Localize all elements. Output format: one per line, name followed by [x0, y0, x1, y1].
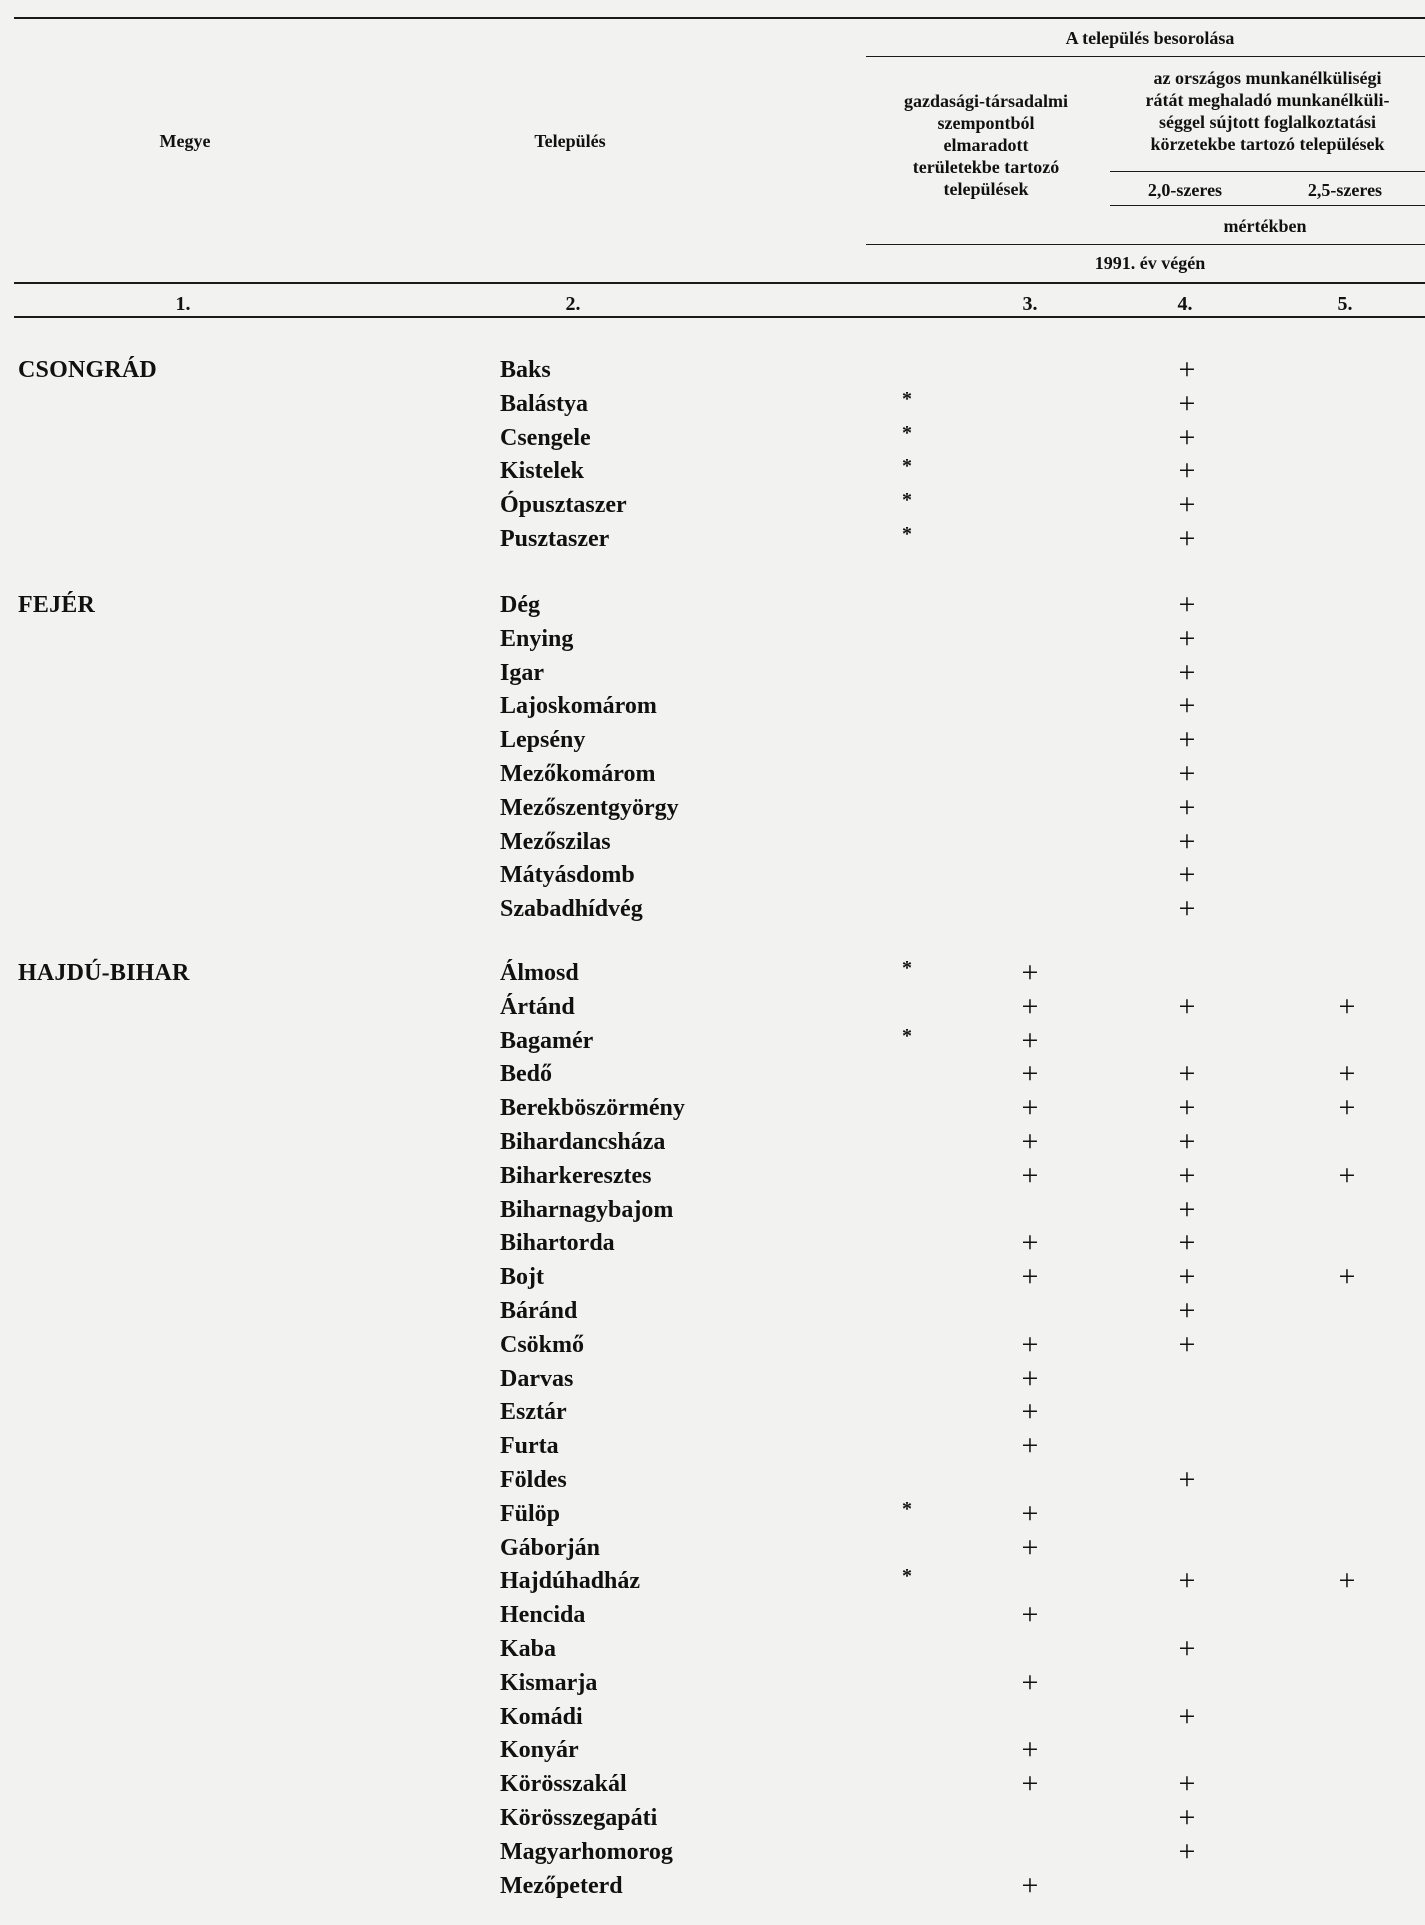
column-number-2: 2. [565, 293, 581, 315]
plus-mark-c4: + [1178, 989, 1196, 1023]
settlement-name: Földes [500, 1467, 567, 1493]
settlement-name: Biharkeresztes [500, 1162, 652, 1189]
plus-mark-c3: + [1021, 1395, 1039, 1429]
plus-mark-c4: + [1178, 790, 1196, 824]
settlement-name: Darvas [500, 1365, 574, 1392]
header-col4: 2,0-szeres [1147, 180, 1223, 200]
settlement-name: Bojt [500, 1264, 544, 1291]
plus-mark-c4: + [1178, 1091, 1196, 1125]
settlement-name: Mezőkomárom [500, 761, 656, 787]
settlement-name: Álmosd [500, 960, 579, 986]
settlement-name: Körösszakál [500, 1771, 627, 1798]
plus-mark-c5: + [1338, 1260, 1356, 1294]
plus-mark-c3: + [1021, 1429, 1039, 1463]
plus-mark-c4: + [1178, 454, 1196, 488]
asterisk-marker: * [902, 1565, 912, 1588]
plus-mark-c4: + [1178, 420, 1196, 454]
plus-mark-c4: + [1178, 1801, 1196, 1834]
plus-mark-c3: + [1021, 1226, 1039, 1260]
plus-mark-c4: + [1178, 1767, 1196, 1801]
asterisk-marker: * [902, 523, 912, 545]
plus-mark-c3: + [1021, 1767, 1039, 1801]
plus-mark-c4: + [1178, 1564, 1196, 1598]
plus-mark-c4: + [1178, 1699, 1196, 1733]
plus-mark-c4: + [1178, 824, 1196, 858]
plus-mark-c3: + [1021, 1868, 1039, 1902]
settlement-name: Báránd [500, 1298, 578, 1324]
header-bottom-rule [14, 282, 1425, 284]
settlement-name: Bihartorda [500, 1230, 615, 1257]
settlement-name: Kismarja [500, 1669, 598, 1696]
plus-mark-c4: + [1178, 892, 1196, 926]
plus-mark-c3: + [1021, 1091, 1039, 1125]
settlement-name: Ópusztaszer [500, 492, 627, 519]
settlement-name: Mezőszentgyörgy [500, 794, 679, 821]
settlement-name: Konyár [500, 1737, 579, 1764]
plus-mark-c4: + [1178, 1192, 1196, 1226]
plus-mark-c4: + [1178, 522, 1196, 555]
plus-mark-c4: + [1178, 1057, 1196, 1091]
plus-mark-c4: + [1178, 386, 1196, 420]
plus-mark-c3: + [1021, 956, 1039, 989]
settlement-name: Balástya [500, 390, 589, 417]
plus-mark-c3: + [1021, 1327, 1039, 1361]
col45-rule [1110, 171, 1425, 172]
settlement-name: Berekböszörmény [500, 1095, 685, 1122]
plus-mark-c4: + [1178, 1463, 1196, 1496]
settlement-name: Bagamér [500, 1027, 594, 1054]
plus-mark-c3: + [1021, 1733, 1039, 1767]
top-rule [14, 17, 1425, 19]
plus-mark-c3: + [1021, 1530, 1039, 1564]
settlement-name: Enying [500, 625, 574, 652]
plus-mark-c4: + [1178, 588, 1196, 621]
settlement-name: Ártánd [500, 993, 575, 1020]
plus-mark-c3: + [1021, 1158, 1039, 1192]
plus-mark-c3: + [1021, 1598, 1039, 1632]
plus-mark-c5: + [1338, 1091, 1356, 1125]
header-ev: 1991. év végén [1094, 253, 1206, 273]
settlement-name: Mezőszilas [500, 828, 611, 855]
asterisk-marker: * [902, 1497, 912, 1520]
asterisk-marker: * [902, 455, 912, 478]
settlement-name: Kaba [500, 1636, 557, 1662]
header-mertek: mértékben [1223, 216, 1307, 236]
settlement-name: Lepsény [500, 727, 586, 754]
plus-mark-c3: + [1021, 1496, 1039, 1530]
settlement-name: Csökmő [500, 1331, 585, 1358]
header-megye: Megye [159, 131, 211, 151]
settlement-name: Baks [500, 357, 551, 383]
settlement-name: Hencida [500, 1602, 586, 1629]
plus-mark-c4: + [1178, 858, 1196, 892]
settlement-name: Mátyásdomb [500, 862, 635, 889]
settlement-name: Mezőpeterd [500, 1872, 623, 1899]
county-name: HAJDÚ-BIHAR [18, 960, 190, 986]
column-number-4: 4. [1177, 293, 1193, 315]
settlement-name: Lajoskomárom [500, 693, 657, 720]
asterisk-marker: * [902, 957, 912, 979]
settlement-name: Bedő [500, 1061, 553, 1088]
settlement-name: Kistelek [500, 458, 584, 485]
settlement-name: Magyarhomorog [500, 1838, 673, 1865]
plus-mark-c5: + [1338, 989, 1356, 1023]
header-besorolas: A település besorolása [1065, 28, 1235, 48]
plus-mark-c4: + [1178, 1294, 1196, 1327]
header-col45: az országos munkanélküliségi rátát meghaladó munkanélküli- séggel sújtott foglalkoztatási körzetekbe tartozó települések [1145, 68, 1390, 154]
settlement-name: Csengele [500, 424, 591, 451]
classification-rule [866, 56, 1425, 57]
asterisk-marker: * [902, 421, 912, 444]
asterisk-marker: * [902, 1024, 912, 1047]
plus-mark-c4: + [1178, 353, 1196, 386]
settlement-name: Szabadhídvég [500, 896, 643, 923]
plus-mark-c4: + [1178, 757, 1196, 790]
asterisk-marker: * [902, 489, 912, 512]
plus-mark-c4: + [1178, 1158, 1196, 1192]
settlement-name: Hajdúhadház [500, 1568, 641, 1595]
plus-mark-c3: + [1021, 1125, 1039, 1158]
settlement-name: Komádi [500, 1703, 583, 1730]
settlement-name: Biharnagybajom [500, 1196, 674, 1223]
header-col3: gazdasági-társadalmi szempontból elmaradott területekbe tartozó települések [904, 91, 1068, 199]
settlement-name: Igar [500, 659, 544, 686]
column-number-5: 5. [1337, 293, 1353, 315]
plus-mark-c4: + [1178, 1834, 1196, 1868]
header-telepules: Település [534, 131, 606, 151]
settlement-name: Bihardancsháza [500, 1129, 666, 1155]
plus-mark-c3: + [1021, 1023, 1039, 1057]
plus-mark-c4: + [1178, 1125, 1196, 1158]
plus-mark-c4: + [1178, 1632, 1196, 1665]
settlement-name: Gáborján [500, 1534, 601, 1561]
plus-mark-c3: + [1021, 989, 1039, 1023]
ev-rule [866, 244, 1425, 245]
settlement-name: Esztár [500, 1399, 567, 1426]
column-number-1: 1. [175, 293, 191, 315]
plus-mark-c5: + [1338, 1057, 1356, 1091]
plus-mark-c3: + [1021, 1361, 1039, 1395]
plus-mark-c4: + [1178, 488, 1196, 522]
plus-mark-c4: + [1178, 723, 1196, 757]
plus-mark-c4: + [1178, 621, 1196, 655]
settlement-name: Körösszegapáti [500, 1805, 658, 1831]
plus-mark-c3: + [1021, 1057, 1039, 1091]
plus-mark-c4: + [1178, 655, 1196, 689]
column-number-3: 3. [1022, 293, 1038, 315]
plus-mark-c4: + [1178, 1260, 1196, 1294]
plus-mark-c4: + [1178, 689, 1196, 723]
settlement-name: Dég [500, 592, 540, 618]
plus-mark-c4: + [1178, 1226, 1196, 1260]
mertek-rule [1110, 205, 1425, 206]
county-name: FEJÉR [18, 592, 96, 618]
asterisk-marker: * [902, 387, 912, 410]
settlement-name: Pusztaszer [500, 526, 610, 552]
county-name: CSONGRÁD [18, 357, 157, 383]
colnum-bottom-rule [14, 316, 1425, 318]
header-col5: 2,5-szeres [1307, 180, 1383, 200]
plus-mark-c5: + [1338, 1564, 1356, 1598]
plus-mark-c4: + [1178, 1327, 1196, 1361]
plus-mark-c5: + [1338, 1158, 1356, 1192]
settlement-name: Furta [500, 1433, 559, 1460]
plus-mark-c3: + [1021, 1260, 1039, 1294]
plus-mark-c3: + [1021, 1665, 1039, 1699]
settlement-name: Fülöp [500, 1500, 561, 1527]
